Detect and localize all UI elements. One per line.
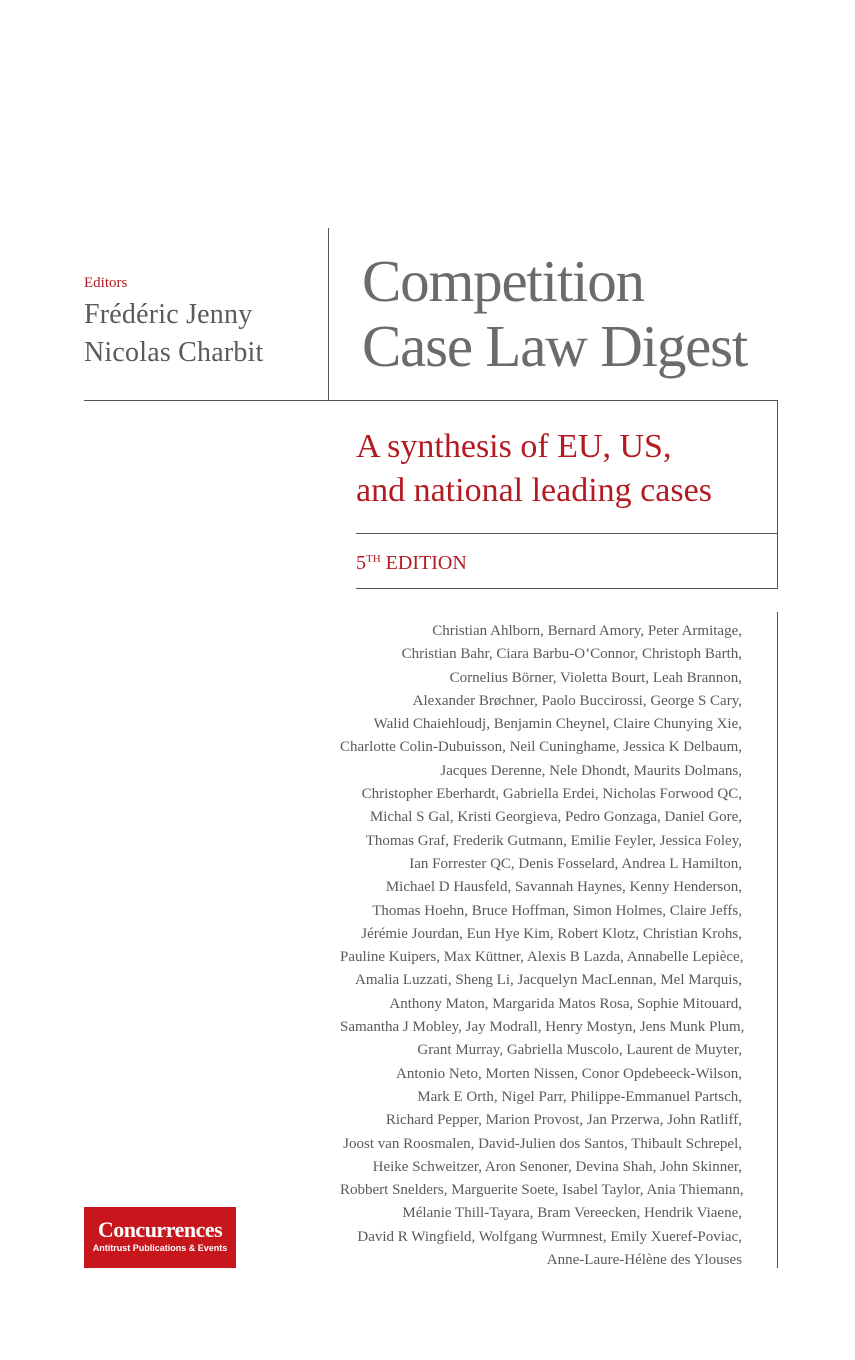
contributors-line: Anne-Laure-Hélène des Ylouses [546,1252,742,1269]
edition-suffix: TH [366,553,381,565]
contributors-line: Michal S Gal, Kristi Georgieva, Pedro Gonzaga, Daniel Gore, [369,809,742,826]
contributors-line: Mélanie Thill-Tayara, Bram Vereecken, Hendrik Viaene, [402,1205,742,1222]
publisher-tagline: Antitrust Publications & Events [92,1243,228,1253]
editor-name: Nicolas Charbit [84,337,264,368]
contributors-line: Walid Chaiehloudj, Benjamin Cheynel, Claire Chunying Xie, [373,716,742,733]
divider-vertical-header [328,228,329,400]
divider-under-subtitle [356,533,778,534]
book-subtitle-line: and national leading cases [356,472,712,509]
contributors-line: Christopher Eberhardt, Gabriella Erdei, Nicholas Forwood QC, [361,786,742,803]
contributors-line: Alexander Brøchner, Paolo Buccirossi, George S Cary, [412,692,742,709]
publisher-logo [84,1207,236,1268]
contributors-line: Cornelius Börner, Violetta Bourt, Leah Brannon, [449,669,742,686]
contributors-line: Christian Ahlborn, Bernard Amory, Peter Armitage, [432,623,742,639]
edition-number: 5 [356,552,366,574]
contributors-line: Antonio Neto, Morten Nissen, Conor Opdebeeck-Wilson, [395,1065,742,1082]
contributors-list [340,620,745,1272]
contributors-line: Mark E Orth, Nigel Parr, Philippe-Emmanuel Partsch, [417,1088,742,1105]
divider-vertical-contributors [777,612,778,1268]
book-subtitle-line: A synthesis of EU, US, [356,428,672,465]
divider-horizontal-main [84,400,778,401]
contributors-line: Charlotte Colin-Dubuisson, Neil Cuninghame, Jessica K Delbaum, [340,739,743,756]
divider-under-edition [356,588,778,589]
contributors-line: Anthony Maton, Margarida Matos Rosa, Sophie Mitouard, [389,995,742,1012]
contributors-line: Heike Schweitzer, Aron Senoner, Devina Shah, John Skinner, [372,1158,742,1175]
book-title-line: Competition [362,248,644,314]
contributors-line: Samantha J Mobley, Jay Modrall, Henry Mostyn, Jens Munk Plum, [340,1019,745,1036]
editors-label: Editors [84,275,128,291]
contributors-line: Robbert Snelders, Marguerite Soete, Isabel Taylor, Ania Thiemann, [340,1182,744,1199]
contributors-line: Michael D Hausfeld, Savannah Haynes, Kenny Henderson, [385,879,742,896]
contributors-line: Thomas Graf, Frederik Gutmann, Emilie Feyler, Jessica Foley, [365,832,742,849]
contributors-line: Thomas Hoehn, Bruce Hoffman, Simon Holmes, Claire Jeffs, [372,902,742,919]
contributors-line: Pauline Kuipers, Max Küttner, Alexis B Lazda, Annabelle Lepièce, [340,949,744,966]
contributors-line: Jérémie Jourdan, Eun Hye Kim, Robert Klotz, Christian Krohs, [361,925,742,942]
edition-label [356,552,467,575]
book-title-line: Case Law Digest [362,313,748,379]
contributors-line: Grant Murray, Gabriella Muscolo, Laurent de Muyter, [417,1042,742,1059]
editor-name: Frédéric Jenny [84,299,253,330]
contributors-line: Ian Forrester QC, Denis Fosselard, Andrea L Hamilton, [409,855,742,872]
contributors-line: David R Wingfield, Wolfgang Wurmnest, Emily Xueref-Poviac, [357,1228,742,1245]
contributors-line: Jacques Derenne, Nele Dhondt, Maurits Dolmans, [440,762,742,779]
contributors-line: Amalia Luzzati, Sheng Li, Jacquelyn MacLennan, Mel Marquis, [355,972,742,989]
contributors-line: Richard Pepper, Marion Provost, Jan Przerwa, John Ratliff, [385,1112,742,1129]
publisher-name: Concurrences [97,1217,223,1242]
contributors-line: Joost van Roosmalen, David-Julien dos Santos, Thibault Schrepel, [343,1135,742,1152]
contributors-line: Christian Bahr, Ciara Barbu-O’Connor, Christoph Barth, [401,646,742,663]
divider-vertical-right [777,400,778,588]
edition-word: EDITION [380,552,467,574]
